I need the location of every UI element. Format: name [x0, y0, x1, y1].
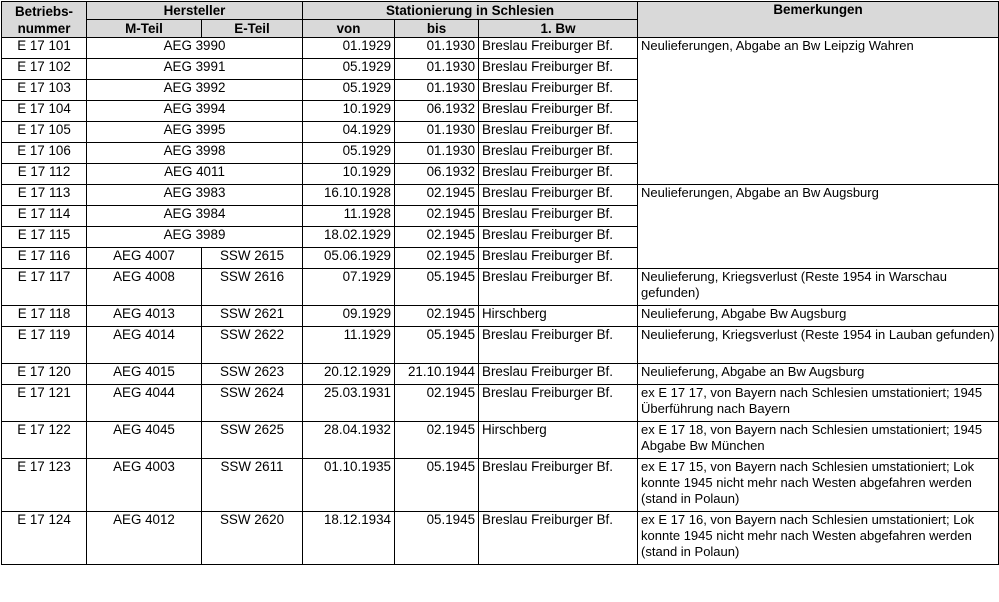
- cell-bw: Breslau Freiburger Bf.: [479, 248, 638, 269]
- cell-nr: E 17 123: [2, 459, 87, 512]
- cell-von: 10.1929: [303, 164, 395, 185]
- header-betriebsnummer-text: Betriebs- nummer: [14, 3, 74, 36]
- cell-remark: ex E 17 15, von Bayern nach Schlesien umstationiert; Lok konnte 1945 nicht mehr nach Westen abgefahren werden (stand in Polaun): [638, 459, 999, 512]
- cell-bis: 05.1945: [395, 459, 479, 512]
- header-e-teil: E-Teil: [202, 20, 303, 38]
- cell-nr: E 17 115: [2, 227, 87, 248]
- cell-bis: 02.1945: [395, 185, 479, 206]
- cell-bis: 06.1932: [395, 164, 479, 185]
- cell-hersteller: AEG 3984: [87, 206, 303, 227]
- cell-e-teil: SSW 2621: [202, 306, 303, 327]
- cell-bw: Breslau Freiburger Bf.: [479, 59, 638, 80]
- header-hersteller: Hersteller: [87, 2, 303, 20]
- cell-hersteller: AEG 4011: [87, 164, 303, 185]
- cell-nr: E 17 116: [2, 248, 87, 269]
- cell-bis: 05.1945: [395, 512, 479, 565]
- cell-bw: Breslau Freiburger Bf.: [479, 364, 638, 385]
- cell-nr: E 17 104: [2, 101, 87, 122]
- cell-bw: Breslau Freiburger Bf.: [479, 512, 638, 565]
- cell-von: 05.1929: [303, 59, 395, 80]
- cell-von: 18.12.1934: [303, 512, 395, 565]
- cell-hersteller: AEG 3983: [87, 185, 303, 206]
- header-bw: 1. Bw: [479, 20, 638, 38]
- cell-m-teil: AEG 4008: [87, 269, 202, 306]
- cell-bis: 05.1945: [395, 269, 479, 306]
- cell-hersteller: AEG 3989: [87, 227, 303, 248]
- cell-remark-group-2: Neulieferungen, Abgabe an Bw Augsburg: [638, 185, 999, 269]
- table-row: [2, 512, 999, 565]
- cell-hersteller: AEG 3990: [87, 38, 303, 59]
- locomotive-table: [1, 1, 999, 565]
- cell-von: 25.03.1931: [303, 385, 395, 422]
- cell-e-teil: SSW 2624: [202, 385, 303, 422]
- cell-nr: E 17 101: [2, 38, 87, 59]
- table-row: [2, 269, 999, 306]
- cell-nr: E 17 117: [2, 269, 87, 306]
- cell-bw: Breslau Freiburger Bf.: [479, 164, 638, 185]
- cell-nr: E 17 120: [2, 364, 87, 385]
- cell-bw: Breslau Freiburger Bf.: [479, 80, 638, 101]
- cell-nr: E 17 112: [2, 164, 87, 185]
- cell-nr: E 17 113: [2, 185, 87, 206]
- cell-von: 09.1929: [303, 306, 395, 327]
- cell-bis: 02.1945: [395, 227, 479, 248]
- cell-bis: 21.10.1944: [395, 364, 479, 385]
- cell-e-teil: SSW 2623: [202, 364, 303, 385]
- cell-remark: ex E 17 17, von Bayern nach Schlesien umstationiert; 1945 Überführung nach Bayern: [638, 385, 999, 422]
- cell-nr: E 17 121: [2, 385, 87, 422]
- table-row: [2, 385, 999, 422]
- cell-nr: E 17 124: [2, 512, 87, 565]
- cell-e-teil: SSW 2625: [202, 422, 303, 459]
- cell-remark: Neulieferung, Abgabe an Bw Augsburg: [638, 364, 999, 385]
- cell-remark: ex E 17 18, von Bayern nach Schlesien umstationiert; 1945 Abgabe Bw München: [638, 422, 999, 459]
- cell-e-teil: SSW 2615: [202, 248, 303, 269]
- cell-m-teil: AEG 4044: [87, 385, 202, 422]
- cell-von: 07.1929: [303, 269, 395, 306]
- cell-von: 05.1929: [303, 143, 395, 164]
- cell-nr: E 17 102: [2, 59, 87, 80]
- header-von: von: [303, 20, 395, 38]
- cell-von: 05.06.1929: [303, 248, 395, 269]
- cell-e-teil: SSW 2616: [202, 269, 303, 306]
- cell-von: 04.1929: [303, 122, 395, 143]
- cell-remark-group-1: Neulieferungen, Abgabe an Bw Leipzig Wahren: [638, 38, 999, 185]
- cell-bis: 01.1930: [395, 143, 479, 164]
- cell-bis: 02.1945: [395, 306, 479, 327]
- header-stationierung: Stationierung in Schlesien: [303, 2, 638, 20]
- cell-nr: E 17 106: [2, 143, 87, 164]
- cell-m-teil: AEG 4012: [87, 512, 202, 565]
- cell-e-teil: SSW 2611: [202, 459, 303, 512]
- cell-nr: E 17 105: [2, 122, 87, 143]
- cell-hersteller: AEG 3995: [87, 122, 303, 143]
- cell-von: 20.12.1929: [303, 364, 395, 385]
- cell-m-teil: AEG 4003: [87, 459, 202, 512]
- cell-bw: Breslau Freiburger Bf.: [479, 459, 638, 512]
- cell-bw: Breslau Freiburger Bf.: [479, 269, 638, 306]
- cell-m-teil: AEG 4014: [87, 327, 202, 364]
- cell-von: 16.10.1928: [303, 185, 395, 206]
- cell-m-teil: AEG 4045: [87, 422, 202, 459]
- cell-nr: E 17 114: [2, 206, 87, 227]
- cell-nr: E 17 119: [2, 327, 87, 364]
- cell-bw: Breslau Freiburger Bf.: [479, 101, 638, 122]
- cell-e-teil: SSW 2620: [202, 512, 303, 565]
- table-row: [2, 364, 999, 385]
- cell-bis: 01.1930: [395, 38, 479, 59]
- cell-von: 01.1929: [303, 38, 395, 59]
- table-row: [2, 38, 999, 59]
- cell-von: 28.04.1932: [303, 422, 395, 459]
- cell-bis: 01.1930: [395, 59, 479, 80]
- cell-e-teil: SSW 2622: [202, 327, 303, 364]
- header-m-teil: M-Teil: [87, 20, 202, 38]
- cell-bis: 02.1945: [395, 206, 479, 227]
- cell-bw: Breslau Freiburger Bf.: [479, 38, 638, 59]
- cell-von: 18.02.1929: [303, 227, 395, 248]
- cell-hersteller: AEG 3991: [87, 59, 303, 80]
- cell-von: 11.1929: [303, 327, 395, 364]
- table-row: [2, 306, 999, 327]
- cell-remark: Neulieferung, Kriegsverlust (Reste 1954 in Warschau gefunden): [638, 269, 999, 306]
- cell-bis: 01.1930: [395, 122, 479, 143]
- header-bis: bis: [395, 20, 479, 38]
- cell-hersteller: AEG 3994: [87, 101, 303, 122]
- cell-bis: 02.1945: [395, 422, 479, 459]
- table-row: [2, 422, 999, 459]
- cell-bis: 02.1945: [395, 248, 479, 269]
- table-row: [2, 459, 999, 512]
- cell-hersteller: AEG 3998: [87, 143, 303, 164]
- cell-m-teil: AEG 4007: [87, 248, 202, 269]
- cell-remark: Neulieferung, Kriegsverlust (Reste 1954 in Lauban gefunden): [638, 327, 999, 364]
- cell-remark: Neulieferung, Abgabe Bw Augsburg: [638, 306, 999, 327]
- cell-bw: Breslau Freiburger Bf.: [479, 185, 638, 206]
- cell-remark: ex E 17 16, von Bayern nach Schlesien umstationiert; Lok konnte 1945 nicht mehr nach Westen abgefahren werden (stand in Polaun): [638, 512, 999, 565]
- cell-bw: Breslau Freiburger Bf.: [479, 206, 638, 227]
- table-row: [2, 185, 999, 206]
- cell-bw: Breslau Freiburger Bf.: [479, 385, 638, 422]
- cell-bis: 06.1932: [395, 101, 479, 122]
- cell-nr: E 17 118: [2, 306, 87, 327]
- cell-bw: Breslau Freiburger Bf.: [479, 227, 638, 248]
- header-betriebsnummer: [2, 2, 87, 38]
- cell-bis: 02.1945: [395, 385, 479, 422]
- table-row: [2, 327, 999, 364]
- cell-nr: E 17 122: [2, 422, 87, 459]
- cell-bw: Hirschberg: [479, 306, 638, 327]
- cell-hersteller: AEG 3992: [87, 80, 303, 101]
- cell-von: 10.1929: [303, 101, 395, 122]
- cell-von: 11.1928: [303, 206, 395, 227]
- cell-nr: E 17 103: [2, 80, 87, 101]
- cell-von: 01.10.1935: [303, 459, 395, 512]
- header-bemerkungen: Bemerkungen: [638, 2, 999, 38]
- cell-von: 05.1929: [303, 80, 395, 101]
- cell-m-teil: AEG 4015: [87, 364, 202, 385]
- cell-m-teil: AEG 4013: [87, 306, 202, 327]
- cell-bis: 01.1930: [395, 80, 479, 101]
- cell-bis: 05.1945: [395, 327, 479, 364]
- cell-bw: Breslau Freiburger Bf.: [479, 327, 638, 364]
- cell-bw: Breslau Freiburger Bf.: [479, 143, 638, 164]
- cell-bw: Breslau Freiburger Bf.: [479, 122, 638, 143]
- cell-bw: Hirschberg: [479, 422, 638, 459]
